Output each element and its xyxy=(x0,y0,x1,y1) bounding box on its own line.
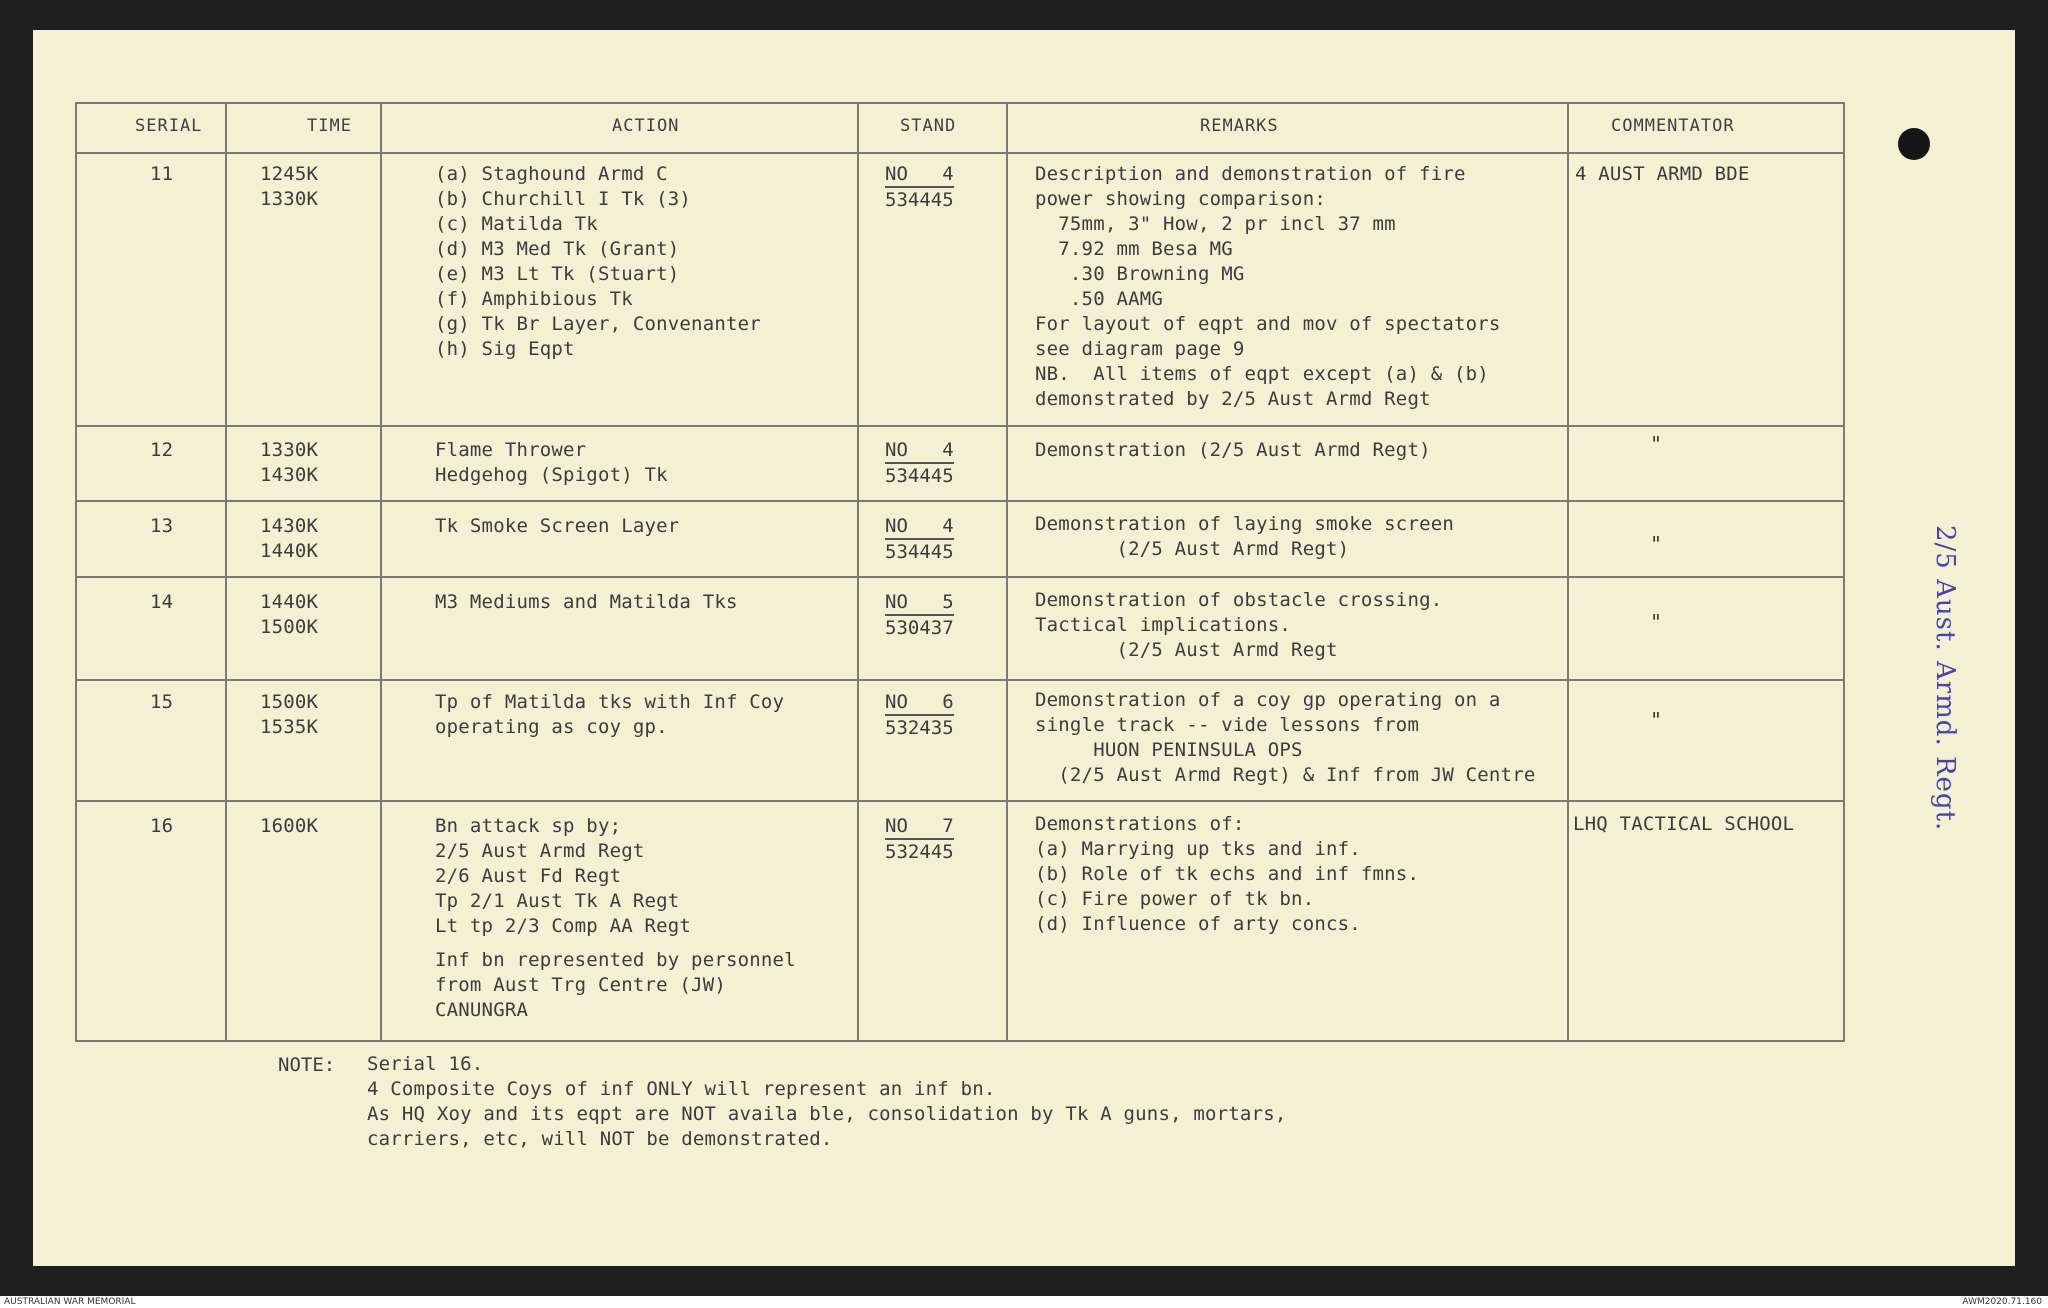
remarks-cell: Demonstration of a coy gp operating on a single track -- vide lessons from HUON PENINSULA OPS (2/5 Aust Armd Regt) & Inf from JW Centre xyxy=(1035,689,1536,786)
remarks-cell: Demonstration of laying smoke screen (2/5 Aust Armd Regt) xyxy=(1035,513,1455,560)
table-rule xyxy=(75,425,1845,427)
action-cell: M3 Mediums and Matilda Tks xyxy=(435,591,738,613)
header-action: ACTION xyxy=(612,116,680,136)
table-rule xyxy=(75,679,1845,681)
table-rule xyxy=(75,152,1845,154)
stand-number: NO 6 xyxy=(885,691,954,713)
action-cell: Bn attack sp by; 2/5 Aust Armd Regt 2/6 Aust Fd Regt Tp 2/1 Aust Tk A Regt Lt tp 2/3 Comp AA Regt xyxy=(435,815,692,937)
ditto-mark: " xyxy=(1650,532,1663,556)
time-cell: 1430K 1440K xyxy=(260,515,319,562)
header-serial: SERIAL xyxy=(135,116,203,136)
table-rule xyxy=(380,102,382,1042)
credit-right: AWM2020.71.160 xyxy=(1962,1297,2042,1307)
serial-cell: 15 xyxy=(150,691,174,713)
table-rule xyxy=(857,102,859,1042)
time-cell: 1440K 1500K xyxy=(260,591,319,638)
time-cell: 1245K 1330K xyxy=(260,163,319,210)
note-text: Serial 16. 4 Composite Coys of inf ONLY will represent an inf bn. As HQ Xoy and its eqpt are NOT availa ble, consolidation by Tk A guns, mortars, carriers, etc, will NOT be demonstrated. xyxy=(367,1053,1287,1150)
serial-cell: 14 xyxy=(150,591,174,613)
table-rule xyxy=(75,102,1845,104)
stand-number: NO 4 xyxy=(885,515,954,537)
table-rule xyxy=(75,576,1845,578)
table-rule xyxy=(1006,102,1008,1042)
action-cell: Tk Smoke Screen Layer xyxy=(435,515,680,537)
remarks-cell: Demonstration of obstacle crossing. Tactical implications. (2/5 Aust Armd Regt xyxy=(1035,589,1443,661)
stand-grid-ref: 534445 xyxy=(885,462,954,489)
unit-stamp: 2/5 Aust. Armd. Regt. xyxy=(1930,525,1960,832)
commentator-cell: 4 AUST ARMD BDE xyxy=(1575,163,1750,185)
stand-grid-ref: 532435 xyxy=(885,714,954,741)
header-time: TIME xyxy=(307,116,352,136)
archive-credit-bar xyxy=(0,1296,2048,1308)
schedule-table xyxy=(75,102,1845,1042)
serial-cell: 12 xyxy=(150,439,174,461)
ditto-mark: " xyxy=(1650,432,1663,456)
remarks-cell: Demonstration (2/5 Aust Armd Regt) xyxy=(1035,439,1431,461)
stand-number: NO 7 xyxy=(885,815,954,837)
serial-cell: 11 xyxy=(150,163,174,185)
table-rule xyxy=(75,500,1845,502)
table-rule xyxy=(1843,102,1845,1042)
action-cell: Tp of Matilda tks with Inf Coy operating as coy gp. xyxy=(435,691,785,738)
header-remarks: REMARKS xyxy=(1200,116,1279,136)
stand-grid-ref: 532445 xyxy=(885,838,954,865)
note-label: NOTE: xyxy=(278,1054,336,1076)
time-cell: 1330K 1430K xyxy=(260,439,319,486)
table-rule xyxy=(75,800,1845,802)
table-rule xyxy=(225,102,227,1042)
header-stand: STAND xyxy=(900,116,957,136)
header-commentator: COMMENTATOR xyxy=(1611,116,1735,136)
action-note: Inf bn represented by personnel from Aust Trg Centre (JW) CANUNGRA xyxy=(435,949,796,1021)
commentator-cell: LHQ TACTICAL SCHOOL xyxy=(1573,813,1795,835)
stand-grid-ref: 530437 xyxy=(885,614,954,641)
action-cell: Flame Thrower Hedgehog (Spigot) Tk xyxy=(435,439,668,486)
ditto-mark: " xyxy=(1650,708,1663,732)
time-cell: 1600K xyxy=(260,815,319,837)
stand-number: NO 4 xyxy=(885,439,954,461)
stand-number: NO 5 xyxy=(885,591,954,613)
table-rule xyxy=(75,102,77,1042)
stand-grid-ref: 534445 xyxy=(885,186,954,213)
table-rule xyxy=(1567,102,1569,1042)
remarks-cell: Demonstrations of: (a) Marrying up tks and inf. (b) Role of tk echs and inf fmns. (c) Fire power of tk bn. (d) Influence of arty concs. xyxy=(1035,813,1420,935)
remarks-cell: Description and demonstration of fire power showing comparison: 75mm, 3" How, 2 pr incl 37 mm 7.92 mm Besa MG .30 Browning MG .50 AAMG For layout of eqpt and mov of spectators see diagram page 9 NB. All items of eqpt except (a) & (b) demonstrated by 2/5 Aust Armd Regt xyxy=(1035,163,1501,410)
serial-cell: 13 xyxy=(150,515,174,537)
punch-hole xyxy=(1898,128,1930,160)
table-rule xyxy=(75,1040,1845,1042)
credit-left: AUSTRALIAN WAR MEMORIAL xyxy=(4,1297,136,1307)
serial-cell: 16 xyxy=(150,815,174,837)
stand-grid-ref: 534445 xyxy=(885,538,954,565)
action-cell: (a) Staghound Armd C (b) Churchill I Tk (3) (c) Matilda Tk (d) M3 Med Tk (Grant) (e) M3 Lt Tk (Stuart) (f) Amphibious Tk (g) Tk Br Layer, Convenanter (h) Sig Eqpt xyxy=(435,163,761,360)
time-cell: 1500K 1535K xyxy=(260,691,319,738)
stand-number: NO 4 xyxy=(885,163,954,185)
ditto-mark: " xyxy=(1650,610,1663,634)
